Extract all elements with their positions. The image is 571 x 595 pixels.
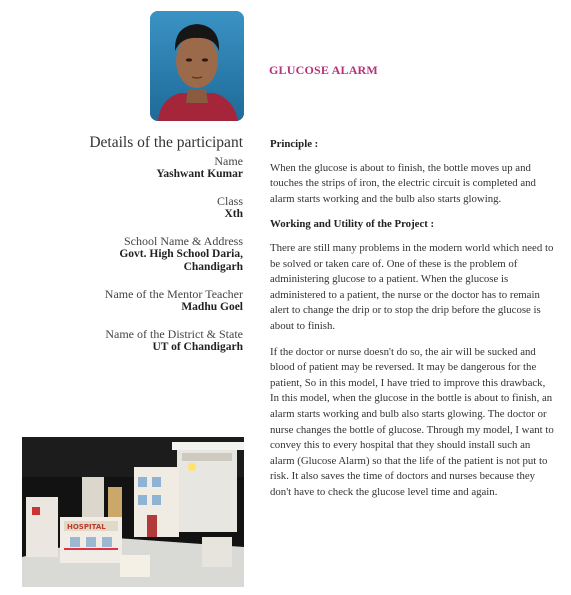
school-field (60, 235, 243, 274)
district-value: UT of Chandigarh (152, 341, 243, 353)
working-paragraph-2: If the doctor or nurse doesn't do so, the air will be sucked and blood of patient may be reversed. It may be dangerous for the patient, So in this model, I have tried to improve this drawback, In this model, when the glucose in the bottle is about to finish, an alarm starts working and bulb also starts glowing. The doctor or nurse changes the bottle of glucose. Through my model, I want to convey this to every hospital that they should install such an alarm (Glucose Alarm) so that the life of the patient is not put to risk. It also saves the time of doctors and nurses because they don't have to check the glucose level time and again. (270, 345, 554, 498)
mentor-field (60, 288, 243, 314)
mentor-label: Name of the Mentor Teacher (104, 287, 243, 301)
district-field (60, 328, 243, 354)
name-value: Yashwant Kumar (156, 168, 243, 180)
class-value: Xth (224, 208, 243, 220)
school-label: School Name & Address (124, 234, 243, 248)
name-field (60, 155, 243, 181)
school-value-line-2: Chandigarh (183, 261, 243, 273)
working-paragraph-1: There are still many problems in the modern world which need to be solved or taken care of. One of these is the problem of administering glucose to a patient. When the glucose is administered to a patient, the nurse or the doctor has to remain alert to change the drip or to stop the drip before the glucose is about to finish. (270, 241, 554, 332)
mentor-value: Madhu Goel (181, 301, 243, 313)
model-photo (22, 437, 244, 587)
project-description (270, 137, 555, 510)
details-heading: Details of the participant (89, 134, 243, 151)
working-heading: Working and Utility of the Project : (270, 218, 435, 231)
class-field (60, 195, 243, 221)
school-value-line-1: Govt. High School Daria, (119, 248, 243, 260)
class-label: Class (216, 194, 243, 208)
hospital-sign: HOSPITAL (67, 523, 106, 531)
district-label: Name of the District & State (105, 327, 243, 341)
principle-heading: Principle : (270, 138, 319, 150)
principle-text: When the glucose is about to finish, the bottle moves up and touches the strips of iron, the electric circuit is completed and alarm starts working and the bulb also starts glowing. (270, 161, 536, 205)
participant-details (60, 134, 243, 368)
name-label: Name (214, 154, 243, 168)
project-title: GLUCOSE ALARM (269, 63, 378, 77)
participant-photo (150, 11, 244, 121)
